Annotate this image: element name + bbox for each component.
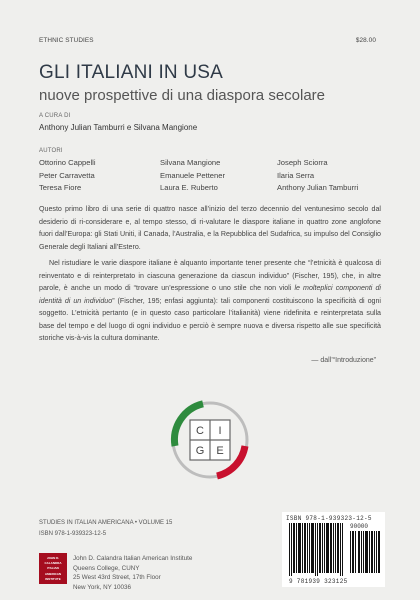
barcode-number: 9 781939 323125	[289, 578, 348, 585]
logo-letter-c: C	[196, 425, 204, 437]
author-name: Laura E. Ruberto	[160, 183, 218, 193]
calandra-institute-logo: JOHN D. CALANDRA ITALIAN AMERICAN INSTITUTE	[39, 553, 67, 584]
series-info	[39, 518, 172, 540]
logo-letter-g: G	[195, 445, 205, 457]
author-name: Ilaria Serra	[277, 170, 315, 180]
author-name: Silvana Mangione	[160, 158, 221, 167]
cige-logo	[168, 398, 252, 482]
book-title: GLI ITALIANI IN USA	[39, 62, 223, 83]
description-text	[39, 203, 381, 345]
price-label: $28.00	[355, 37, 376, 44]
author-name: Ottorino Cappelli	[39, 158, 96, 167]
author-name: Anthony Julian Tamburri	[277, 183, 359, 193]
logo-letter-i: I	[218, 425, 222, 437]
price-barcode	[350, 531, 380, 573]
authors-column-1	[39, 157, 96, 195]
editors-label: A CURA DI	[39, 113, 71, 119]
logo-letter-e: E	[216, 445, 224, 457]
description-paragraph-2: Nel ristudiare le varie diaspore italiane è alquanto importante tener presente che “l’etnicità è qualcosa di reinventato e di reinterpretato in ciascuna generazione da ciascun individuo” (Fischer, 195), che, in altre parole, è anche un modo di “trovare un’espressione o uno stile che non violi le molteplici componenti di identità di un individuo” (Fischer, 195; enfasi aggiunta): tali componenti costituiscono la specificità di ogni soggetto. L’etnicità pertanto (e in questo caso particolare l’italianità) viene ridefinita e reinterpretata sulla base del tempo e del luogo di ogni individuo e perciò è sempre nuova e diversa rispetto alle sue specificità storiche vis-à-vis la cultura dominante.	[39, 259, 381, 342]
author-name: Joseph Sciorra	[277, 158, 328, 167]
quote-attribution: — dall’“Introduzione”	[311, 357, 376, 364]
authors-label: AUTORI	[39, 148, 63, 154]
description-paragraph-1: Questo primo libro di una serie di quattro nasce all’inizio del terzo decennio del ventunesimo secolo dal desiderio di ri-considerare e, al tempo stesso, di ri-valutare le diaspore italiane in quattro zone anglofone fuori dall’Europa: gli Stati Uniti, il Canada, l’Australia, e la Repubblica del Sudafrica, su impulso del Consiglio Generale degli Italiani all’Estero.	[39, 205, 381, 251]
author-name: Teresa Fiore	[39, 183, 82, 193]
authors-column-2	[160, 157, 225, 195]
book-subtitle: nuove prospettive di una diaspora secolare	[39, 87, 326, 104]
series-title: STUDIES IN ITALIAN AMERICANA • VOLUME 15	[39, 520, 173, 526]
author-name: Emanuele Pettener	[160, 170, 226, 180]
editors-names: Anthony Julian Tamburri e Silvana Mangione	[39, 123, 198, 132]
publisher-address: John D. Calandra Italian American Institute Queens College, CUNY 25 West 43rd Street, 17th Floor New York, NY 10036	[73, 555, 193, 591]
authors-column-3	[277, 157, 358, 195]
category-label: ETHNIC STUDIES	[39, 37, 94, 44]
barcode-isbn-text: ISBN 978-1-939323-12-5	[286, 515, 372, 522]
isbn-barcode	[289, 523, 345, 576]
series-isbn: ISBN 978-1-939323-12-5	[39, 531, 107, 537]
author-name: Peter Carravetta	[39, 170, 95, 180]
barcode-price-code: 90000	[350, 523, 369, 530]
